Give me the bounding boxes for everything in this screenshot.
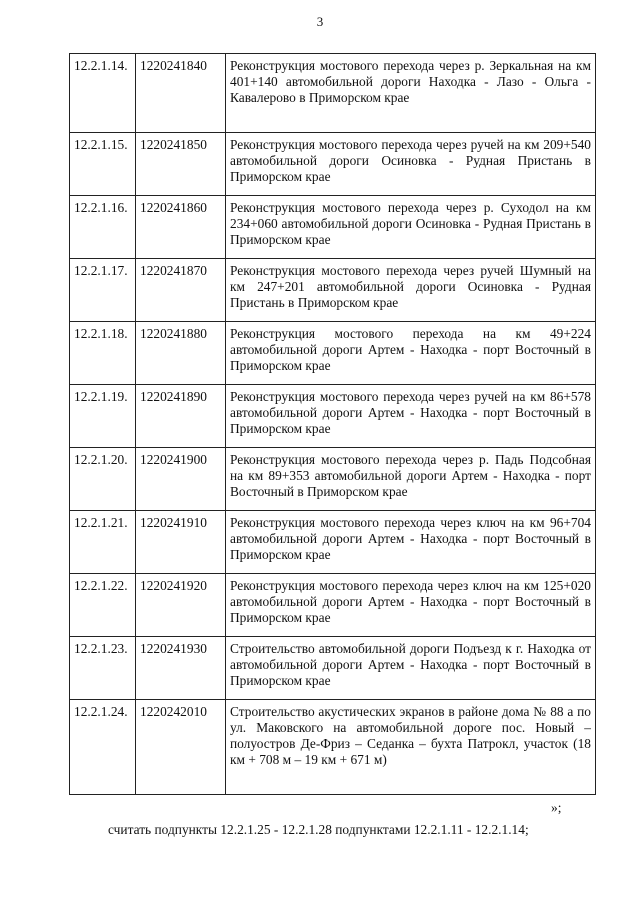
- item-number: 12.2.1.18.: [70, 322, 136, 385]
- table-row: [70, 385, 596, 448]
- item-code: 1220241840: [136, 54, 226, 133]
- item-code: 1220242010: [136, 700, 226, 795]
- item-description: Реконструкция мостового перехода через р. Зеркальная на км 401+140 автомобильной дороги Находка - Лазо - Ольга - Кавалерово в Приморском крае: [226, 54, 596, 133]
- item-description: Реконструкция мостового перехода через ключ на км 125+020 автомобильной дороги Артем - Находка - порт Восточный в Приморском крае: [226, 574, 596, 637]
- item-code: 1220241910: [136, 511, 226, 574]
- item-code: 1220241900: [136, 448, 226, 511]
- item-number: 12.2.1.24.: [70, 700, 136, 795]
- item-description: Реконструкция мостового перехода через ручей на км 86+578 автомобильной дороги Артем - Находка - порт Восточный в Приморском крае: [226, 385, 596, 448]
- item-code: 1220241860: [136, 196, 226, 259]
- table-row: [70, 196, 596, 259]
- item-description: Строительство автомобильной дороги Подъезд к г. Находка от автомобильной дороги Артем - Находка - порт Восточный в Приморском крае: [226, 637, 596, 700]
- item-number: 12.2.1.21.: [70, 511, 136, 574]
- item-description: Реконструкция мостового перехода через р. Суходол на км 234+060 автомобильной дороги Осиновка - Рудная Пристань в Приморском крае: [226, 196, 596, 259]
- item-code: 1220241880: [136, 322, 226, 385]
- item-description: Строительство акустических экранов в районе дома № 88 а по ул. Маковского на автомобильной дороге пос. Новый – полуостров Де-Фриз – Седанка – бухта Патрокл, участок (18 км + 708 м – 19 км + 671 м): [226, 700, 596, 795]
- item-code: 1220241850: [136, 133, 226, 196]
- table-row: [70, 54, 596, 133]
- program-items-table: [69, 53, 596, 795]
- item-number: 12.2.1.16.: [70, 196, 136, 259]
- item-code: 1220241890: [136, 385, 226, 448]
- table-row: [70, 448, 596, 511]
- amendment-text: считать подпункты 12.2.1.25 - 12.2.1.28 подпунктами 12.2.1.11 - 12.2.1.14;: [108, 822, 529, 837]
- item-code: 1220241870: [136, 259, 226, 322]
- table-row: [70, 511, 596, 574]
- item-description: Реконструкция мостового перехода через ключ на км 96+704 автомобильной дороги Артем - Находка - порт Восточный в Приморском крае: [226, 511, 596, 574]
- item-description: Реконструкция мостового перехода через р. Падь Подсобная на км 89+353 автомобильной дороги Артем - Находка - порт Восточный в Приморском крае: [226, 448, 596, 511]
- item-description: Реконструкция мостового перехода на км 49+224 автомобильной дороги Артем - Находка - порт Восточный в Приморском крае: [226, 322, 596, 385]
- item-number: 12.2.1.19.: [70, 385, 136, 448]
- table-row: [70, 259, 596, 322]
- closing-quote-mark: »;: [551, 800, 562, 815]
- item-number: 12.2.1.22.: [70, 574, 136, 637]
- item-number: 12.2.1.15.: [70, 133, 136, 196]
- table-row: [70, 322, 596, 385]
- item-description: Реконструкция мостового перехода через ручей Шумный на км 247+201 автомобильной дороги Осиновка - Рудная Пристань в Приморском крае: [226, 259, 596, 322]
- item-code: 1220241930: [136, 637, 226, 700]
- item-code: 1220241920: [136, 574, 226, 637]
- item-number: 12.2.1.17.: [70, 259, 136, 322]
- table-row: [70, 133, 596, 196]
- item-description: Реконструкция мостового перехода через ручей на км 209+540 автомобильной дороги Осиновка - Рудная Пристань в Приморском крае: [226, 133, 596, 196]
- item-number: 12.2.1.23.: [70, 637, 136, 700]
- item-number: 12.2.1.14.: [70, 54, 136, 133]
- page-number: 3: [316, 14, 324, 29]
- table-row: [70, 574, 596, 637]
- table-row: [70, 700, 596, 795]
- table-row: [70, 637, 596, 700]
- item-number: 12.2.1.20.: [70, 448, 136, 511]
